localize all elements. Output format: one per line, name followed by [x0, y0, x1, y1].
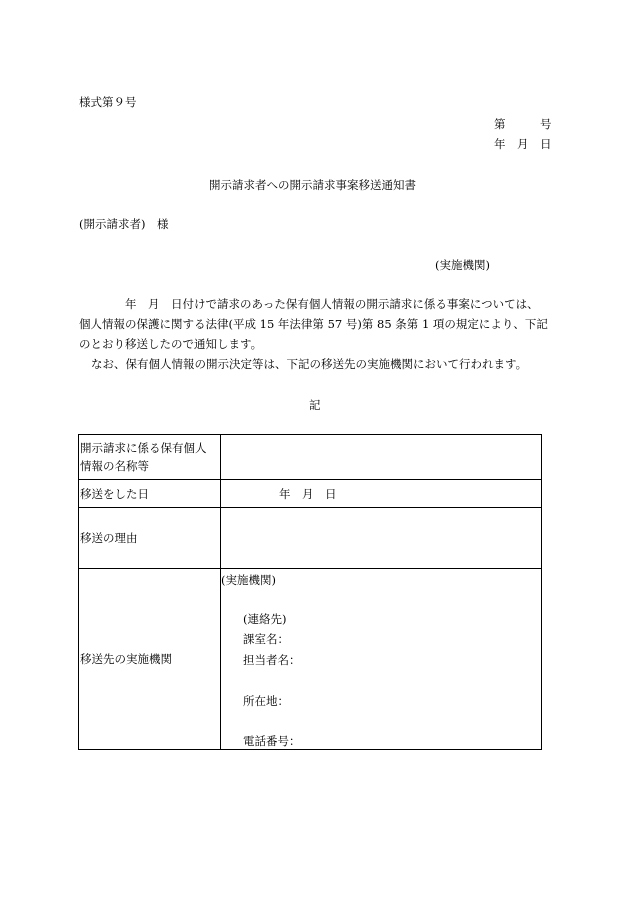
- body-line-2: 個人情報の保護に関する法律(平成 15 年法律第 57 号)第 85 条第 1 項の規定により、下記: [79, 317, 548, 331]
- destination-agency-label: 移送先の実施機関: [79, 569, 221, 750]
- contact-heading: (連絡先): [243, 612, 287, 626]
- table-row: [79, 435, 542, 480]
- body-line-1: 年 月 日付けで請求のあった保有個人情報の開示請求に係る事案については、: [125, 297, 539, 311]
- notice-body: [79, 294, 549, 374]
- destination-agency-value: [221, 569, 542, 750]
- transfer-date-text: 年 月 日: [279, 487, 337, 501]
- transfer-reason-label: 移送の理由: [79, 508, 221, 569]
- destination-agency-name: (実施機関): [221, 573, 276, 587]
- item-name-label-line-1: 開示請求に係る保有個人: [80, 441, 207, 455]
- table-row: [79, 508, 542, 569]
- document-number: 第 号: [494, 117, 552, 131]
- transfer-details-table: [78, 434, 542, 750]
- section-name-field: 課室名：: [243, 632, 289, 646]
- transfer-reason-value: [221, 508, 542, 569]
- body-line-3: のとおり移送したので通知します。: [79, 337, 263, 351]
- sender-agency: (実施機関): [435, 258, 490, 272]
- table-row: [79, 569, 542, 750]
- recipient: (開示請求者) 様: [79, 217, 169, 231]
- item-name-value: [221, 435, 542, 480]
- phone-number-field: 電話番号：: [243, 734, 301, 748]
- transfer-date-value: [221, 480, 542, 508]
- document-date: 年 月 日: [494, 137, 552, 151]
- body-line-4: なお、保有個人情報の開示決定等は、下記の移送先の実施機関において行われます。: [91, 357, 528, 371]
- item-name-label-line-2: 情報の名称等: [80, 459, 149, 473]
- document-title: 開示請求者への開示請求事案移送通知書: [209, 178, 416, 192]
- record-heading: 記: [309, 398, 321, 412]
- table-row: [79, 480, 542, 508]
- item-name-label: [79, 435, 221, 480]
- person-in-charge-field: 担当者名：: [243, 653, 301, 667]
- form-number: 様式第９号: [79, 95, 137, 109]
- transfer-date-label: 移送をした日: [79, 480, 221, 508]
- address-field: 所在地：: [243, 694, 289, 708]
